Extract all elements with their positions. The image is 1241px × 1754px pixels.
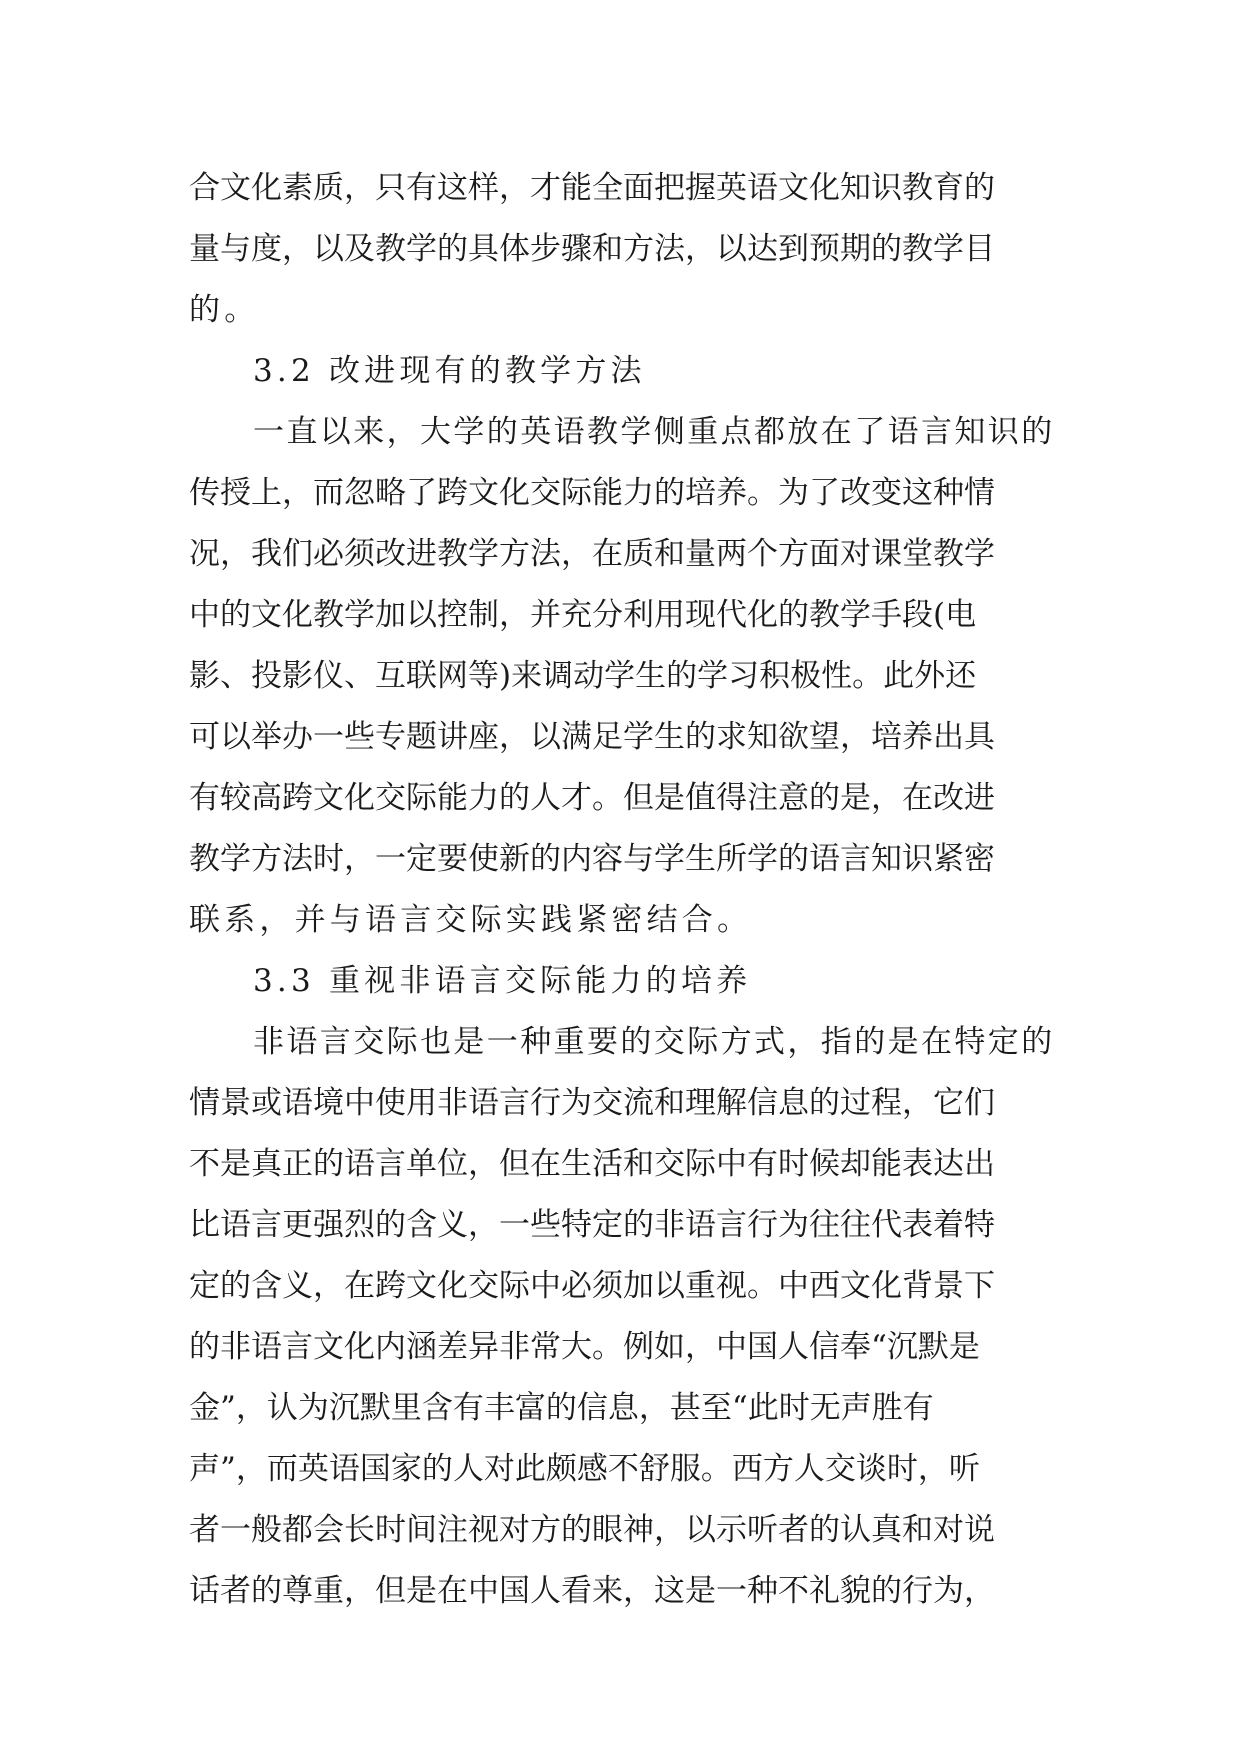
text-line: 况，我们必须改进教学方法，在质和量两个方面对课堂教学 [189,536,995,572]
section-heading: 3.3 重视非语言交际能力的培养 [253,963,752,999]
text-line: 中的文化教学加以控制，并充分利用现代化的教学手段(电 [189,597,977,633]
text-line: 话者的尊重，但是在中国人看来，这是一种不礼貌的行为， [189,1573,995,1609]
text-line: 定的含义，在跨文化交际中必须加以重视。中西文化背景下 [189,1268,995,1304]
text-line: 传授上，而忽略了跨文化交际能力的培养。为了改变这种情 [189,475,995,511]
text-line: 教学方法时，一定要使新的内容与学生所学的语言知识紧密 [189,841,995,877]
text-line: 一直以来，大学的英语教学侧重点都放在了语言知识的 [253,414,1055,450]
text-line: 合文化素质，只有这样，才能全面把握英语文化知识教育的 [189,170,995,206]
text-line: 金”，认为沉默里含有丰富的信息，甚至“此时无声胜有 [189,1390,934,1426]
text-line: 可以举办一些专题讲座，以满足学生的求知欲望，培养出具 [189,719,995,755]
text-line: 不是真正的语言单位，但在生活和交际中有时候却能表达出 [189,1146,995,1182]
text-line: 的非语言文化内涵差异非常大。例如，中国人信奉“沉默是 [189,1329,980,1365]
text-line: 声”，而英语国家的人对此颇感不舒服。西方人交谈时，听 [189,1451,980,1487]
text-line: 联系，并与语言交际实践紧密结合。 [189,902,753,938]
text-line: 量与度，以及教学的具体步骤和方法，以达到预期的教学目 [189,231,995,267]
text-line: 的。 [189,292,260,328]
text-line: 非语言交际也是一种重要的交际方式，指的是在特定的 [253,1024,1055,1060]
text-line: 有较高跨文化交际能力的人才。但是值得注意的是，在改进 [189,780,995,816]
text-line: 比语言更强烈的含义，一些特定的非语言行为往往代表着特 [189,1207,995,1243]
text-line: 情景或语境中使用非语言行为交流和理解信息的过程，它们 [189,1085,995,1121]
section-heading: 3.2 改进现有的教学方法 [253,353,646,389]
text-line: 者一般都会长时间注视对方的眼神，以示听者的认真和对说 [189,1512,995,1548]
text-line: 影、投影仪、互联网等)来调动学生的学习积极性。此外还 [189,658,977,694]
document-body [189,158,1057,1622]
